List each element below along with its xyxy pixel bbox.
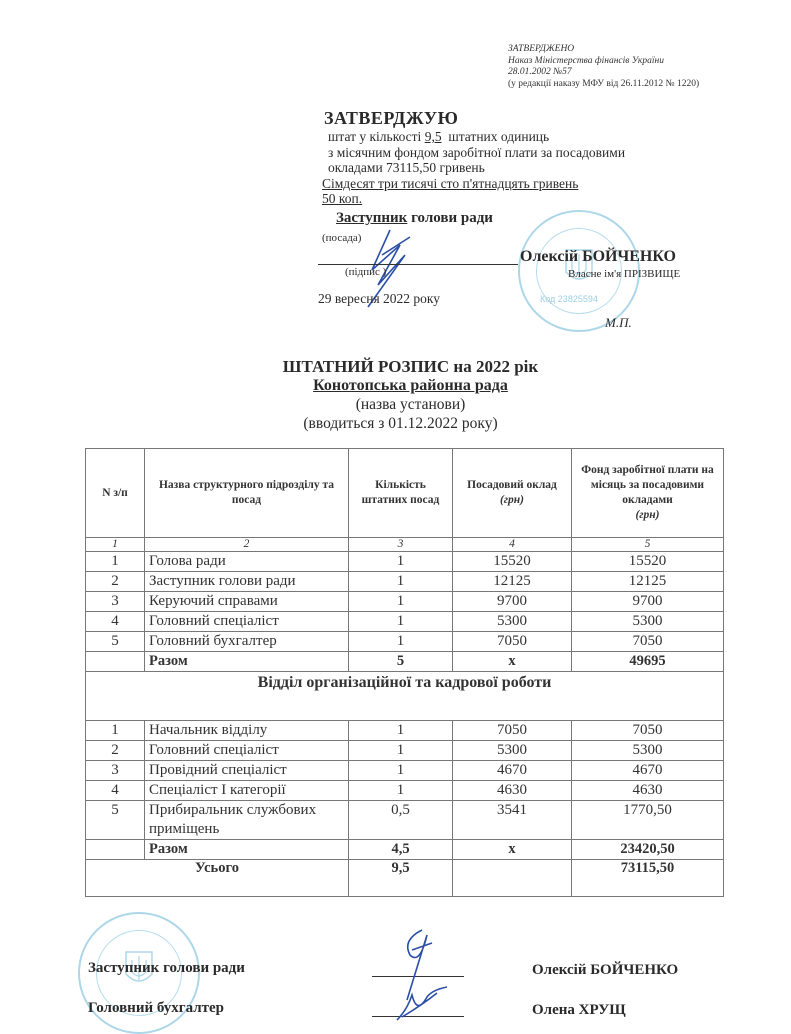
table-row — [86, 592, 724, 612]
confirm-title: ЗАТВЕРДЖУЮ — [324, 108, 459, 128]
row-fund: 4630 — [572, 781, 724, 801]
row-count: 1 — [349, 781, 453, 801]
confirm-block — [322, 108, 625, 207]
row-name: Начальник відділу — [145, 721, 349, 741]
signature-caption: (підпис ) — [345, 266, 387, 278]
row-fund: 5300 — [572, 612, 724, 632]
group1-rows — [86, 552, 724, 652]
row-count: 1 — [349, 632, 453, 652]
group2-total-row — [86, 840, 724, 860]
fund-line: з місячним фондом заробітної плати за посадовими — [328, 144, 626, 160]
total-fund: 49695 — [572, 652, 724, 672]
total-fund: 23420,50 — [572, 840, 724, 860]
approval-note-order: Наказ Міністерства фінансів України — [508, 55, 664, 66]
confirm-date: 29 вересня 2022 року — [318, 291, 441, 306]
header-salary-label: Посадовий оклад — [467, 479, 557, 491]
position-caption: (посада) — [322, 232, 362, 244]
staff-count-prefix: штат у кількості — [328, 129, 422, 144]
header-num: N з/п — [86, 449, 145, 538]
row-num: 5 — [86, 801, 145, 840]
row-count: 1 — [349, 572, 453, 592]
staff-table — [85, 448, 724, 897]
signer-name: Олексій БОЙЧЕНКО — [520, 248, 676, 265]
staff-count-value: 9,5 — [424, 129, 442, 144]
column-index: 5 — [572, 538, 724, 552]
total-label: Разом — [145, 840, 349, 860]
table-row — [86, 632, 724, 652]
table-row — [86, 781, 724, 801]
row-fund: 7050 — [572, 721, 724, 741]
total-count: 4,5 — [349, 840, 453, 860]
row-count: 1 — [349, 592, 453, 612]
row-name: Голова ради — [145, 552, 349, 572]
row-name: Заступник голови ради — [145, 572, 349, 592]
header-fund-label: Фонд заробітної плати на місяць за посадовими окладами — [581, 464, 714, 506]
grand-total-count: 9,5 — [349, 860, 453, 897]
header-count: Кількість штатних посад — [349, 449, 453, 538]
grand-total-salary — [453, 860, 572, 897]
group1-total-row — [86, 652, 724, 672]
row-num: 4 — [86, 612, 145, 632]
row-count: 0,5 — [349, 801, 453, 840]
total-count: 5 — [349, 652, 453, 672]
table-row — [86, 741, 724, 761]
row-count: 1 — [349, 552, 453, 572]
institution-caption: (назва установи) — [355, 396, 466, 413]
amount-kop: 50 коп. — [322, 191, 363, 206]
table-row — [86, 552, 724, 572]
column-index-row — [86, 538, 724, 552]
row-num: 3 — [86, 592, 145, 612]
row-name: Провідний спеціаліст — [145, 761, 349, 781]
table-row — [86, 572, 724, 592]
row-salary: 12125 — [453, 572, 572, 592]
row-name: Керуючий справами — [145, 592, 349, 612]
signature-line — [318, 264, 518, 265]
row-salary: 3541 — [453, 801, 572, 840]
footer-signer-2-name: Олена ХРУЩ — [532, 1002, 626, 1018]
signer-position-rest: голови ради — [407, 210, 493, 226]
approval-note — [508, 44, 699, 90]
header-salary — [453, 449, 572, 538]
total-salary: х — [453, 652, 572, 672]
row-num: 1 — [86, 721, 145, 741]
grand-total-row — [86, 860, 724, 897]
row-name: Головний бухгалтер — [145, 632, 349, 652]
row-num: 3 — [86, 761, 145, 781]
total-salary: х — [453, 840, 572, 860]
row-fund: 9700 — [572, 592, 724, 612]
amount-words: Сімдесят три тисячі сто п'ятнадцять гривень — [322, 175, 579, 191]
staff-count-line — [328, 129, 625, 145]
total-num — [86, 840, 145, 860]
column-index: 3 — [349, 538, 453, 552]
row-num: 2 — [86, 572, 145, 592]
header-name: Назва структурного підрозділу та посад — [145, 449, 349, 538]
column-index: 2 — [145, 538, 349, 552]
row-fund: 12125 — [572, 572, 724, 592]
row-salary: 7050 — [453, 632, 572, 652]
institution-name: Конотопська районна рада — [313, 377, 508, 394]
row-num: 2 — [86, 741, 145, 761]
group2-rows — [86, 721, 724, 840]
row-count: 1 — [349, 721, 453, 741]
footer-signer-2-position: Головний бухгалтер — [88, 1000, 225, 1016]
approval-note-revision: (у редакції наказу МФУ від 26.11.2012 № 1220) — [508, 78, 700, 89]
table-row — [86, 612, 724, 632]
row-salary: 4630 — [453, 781, 572, 801]
section-title: Відділ організаційної та кадрової роботи — [86, 672, 724, 721]
footer-signer-1-name: Олексій БОЙЧЕНКО — [532, 962, 679, 978]
row-fund: 5300 — [572, 741, 724, 761]
document-heading — [0, 357, 791, 433]
table-row — [86, 761, 724, 781]
signature-icon — [392, 985, 452, 1024]
row-salary: 5300 — [453, 741, 572, 761]
grand-total-label: Усього — [86, 860, 349, 897]
effective-date: (вводиться з 01.12.2022 року) — [303, 415, 498, 432]
stamp-code: Код 23825594 — [540, 294, 598, 304]
row-fund: 1770,50 — [572, 801, 724, 840]
row-count: 1 — [349, 761, 453, 781]
header-salary-unit: (грн) — [499, 494, 525, 506]
footer-signer-1-position: Заступник голови ради — [88, 960, 245, 976]
table-header-row — [86, 449, 724, 538]
table-row — [86, 721, 724, 741]
row-fund: 4670 — [572, 761, 724, 781]
row-count: 1 — [349, 741, 453, 761]
row-num: 5 — [86, 632, 145, 652]
header-fund-unit: (грн) — [635, 509, 660, 521]
signer-name-caption: Власне ім'я ПРІЗВИЩЕ — [568, 268, 681, 280]
row-count: 1 — [349, 612, 453, 632]
row-name: Спеціаліст І категорії — [145, 781, 349, 801]
row-fund: 15520 — [572, 552, 724, 572]
total-num — [86, 652, 145, 672]
row-name: Прибиральник службових приміщень — [145, 801, 349, 840]
approval-note-title: ЗАТВЕРДЖЕНО — [508, 44, 575, 54]
header-fund — [572, 449, 724, 538]
row-num: 1 — [86, 552, 145, 572]
row-name: Головний спеціаліст — [145, 612, 349, 632]
row-salary: 4670 — [453, 761, 572, 781]
seal-label: М.П. — [605, 315, 632, 330]
row-salary: 9700 — [453, 592, 572, 612]
signer-position-underlined: Заступник — [336, 210, 408, 226]
column-index: 4 — [453, 538, 572, 552]
row-fund: 7050 — [572, 632, 724, 652]
row-salary: 7050 — [453, 721, 572, 741]
row-name: Головний спеціаліст — [145, 741, 349, 761]
amount-line: окладами 73115,50 гривень — [328, 160, 485, 175]
staff-count-suffix: штатних одиниць — [448, 129, 550, 144]
section-row — [86, 672, 724, 721]
column-index: 1 — [86, 538, 145, 552]
row-salary: 5300 — [453, 612, 572, 632]
table-row — [86, 801, 724, 840]
total-label: Разом — [145, 652, 349, 672]
approval-note-date: 28.01.2002 №57 — [508, 67, 572, 77]
document-title: ШТАТНИЙ РОЗПИС на 2022 рік — [282, 357, 539, 376]
grand-total-fund: 73115,50 — [572, 860, 724, 897]
row-salary: 15520 — [453, 552, 572, 572]
row-num: 4 — [86, 781, 145, 801]
